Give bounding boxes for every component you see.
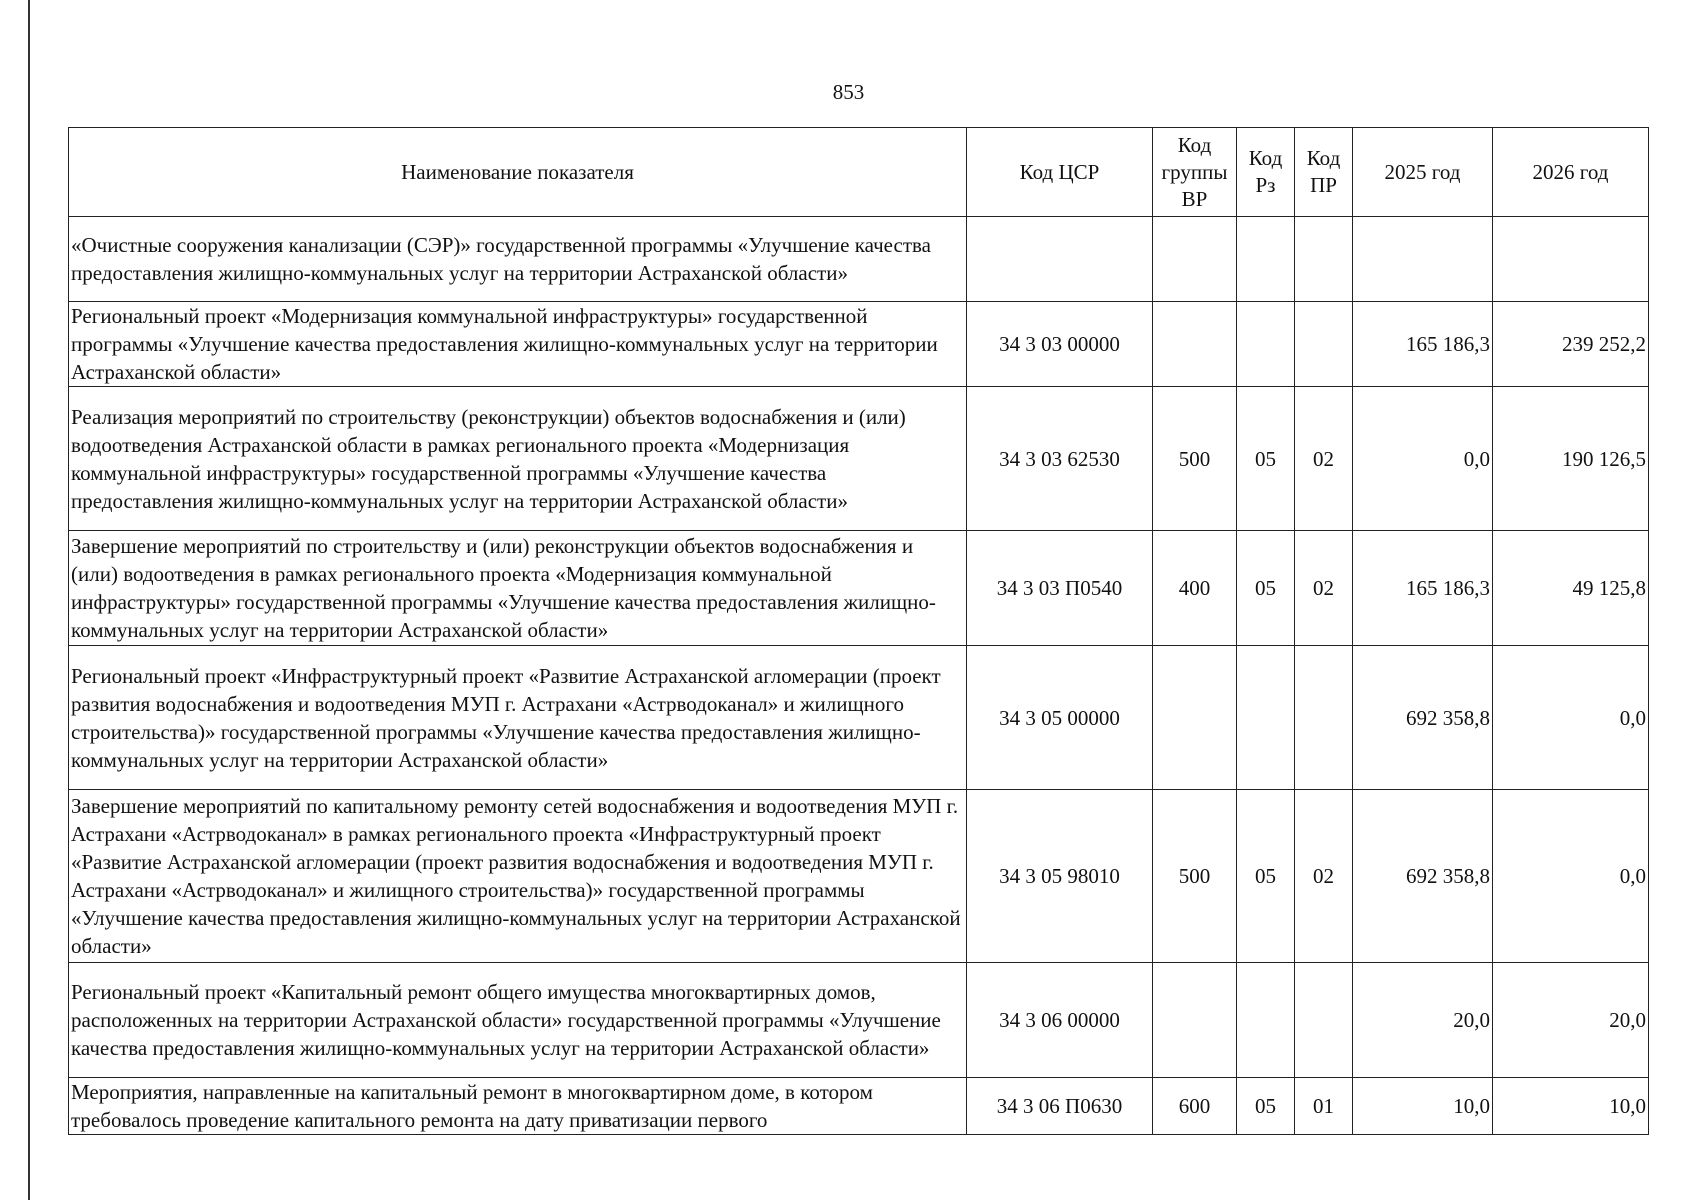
table-row [69, 646, 1649, 790]
cell-csr [967, 217, 1153, 302]
cell-vr [1153, 963, 1237, 1078]
cell-pr: 02 [1295, 790, 1353, 963]
table-row [69, 963, 1649, 1078]
table-row [69, 217, 1649, 302]
cell-rz [1237, 646, 1295, 790]
cell-name: Завершение мероприятий по капитальному ремонту сетей водоснабжения и водоотведения МУП г. Астрахани «Астрводоканал» в рамках регионального проекта «Инфраструктурный проект «Развитие Астраханской агломерации (проект развития водоснабжения и водоотведения МУП г. Астрахани «Астрводоканал» и жилищного строительства)» государственной программы «Улучшение качества предоставления жилищно-коммунальных услуг на территории Астраханской области» [69, 790, 967, 963]
cell-csr: 34 3 05 00000 [967, 646, 1153, 790]
cell-rz: 05 [1237, 387, 1295, 531]
table-row [69, 302, 1649, 387]
cell-2025 [1353, 217, 1493, 302]
header-name: Наименование показателя [69, 128, 967, 217]
cell-rz: 05 [1237, 790, 1295, 963]
table-row [69, 790, 1649, 963]
cell-csr: 34 3 06 П0630 [967, 1078, 1153, 1135]
cell-rz: 05 [1237, 1078, 1295, 1135]
cell-2026: 0,0 [1493, 646, 1649, 790]
cell-2026: 0,0 [1493, 790, 1649, 963]
cell-vr: 500 [1153, 790, 1237, 963]
cell-csr: 34 3 06 00000 [967, 963, 1153, 1078]
cell-name: Реализация мероприятий по строительству (реконструкции) объектов водоснабжения и (или) водоотведения Астраханской области в рамках регионального проекта «Модернизация коммунальной инфраструктуры» государственной программы «Улучшение качества предоставления жилищно-коммунальных услуг на территории Астраханской области» [69, 387, 967, 531]
cell-pr: 01 [1295, 1078, 1353, 1135]
cell-name: Мероприятия, направленные на капитальный ремонт в многоквартирном доме, в котором требовалось проведение капитального ремонта на дату приватизации первого [69, 1078, 967, 1135]
cell-csr: 34 3 03 00000 [967, 302, 1153, 387]
cell-2026: 239 252,2 [1493, 302, 1649, 387]
cell-2026: 49 125,8 [1493, 531, 1649, 646]
cell-vr [1153, 646, 1237, 790]
header-vr: Код группы ВР [1153, 128, 1237, 217]
header-2025: 2025 год [1353, 128, 1493, 217]
cell-2026: 10,0 [1493, 1078, 1649, 1135]
cell-name: «Очистные сооружения канализации (СЭР)» государственной программы «Улучшение качества предоставления жилищно-коммунальных услуг на территории Астраханской области» [69, 217, 967, 302]
cell-pr [1295, 963, 1353, 1078]
table-row [69, 387, 1649, 531]
cell-2025: 692 358,8 [1353, 646, 1493, 790]
cell-2026 [1493, 217, 1649, 302]
cell-pr [1295, 217, 1353, 302]
cell-vr: 600 [1153, 1078, 1237, 1135]
cell-pr [1295, 302, 1353, 387]
cell-2026: 190 126,5 [1493, 387, 1649, 531]
cell-2025: 165 186,3 [1353, 302, 1493, 387]
cell-2025: 692 358,8 [1353, 790, 1493, 963]
cell-name: Региональный проект «Капитальный ремонт общего имущества многоквартирных домов, расположенных на территории Астраханской области» государственной программы «Улучшение качества предоставления жилищно-коммунальных услуг на территории Астраханской области» [69, 963, 967, 1078]
cell-vr: 500 [1153, 387, 1237, 531]
cell-rz [1237, 302, 1295, 387]
table-row [69, 1078, 1649, 1135]
cell-2025: 20,0 [1353, 963, 1493, 1078]
header-pr: Код ПР [1295, 128, 1353, 217]
cell-name: Региональный проект «Модернизация коммунальной инфраструктуры» государственной программы «Улучшение качества предоставления жилищно-коммунальных услуг на территории Астраханской области» [69, 302, 967, 387]
cell-csr: 34 3 05 98010 [967, 790, 1153, 963]
cell-csr: 34 3 03 62530 [967, 387, 1153, 531]
cell-2026: 20,0 [1493, 963, 1649, 1078]
cell-2025: 10,0 [1353, 1078, 1493, 1135]
table-row [69, 531, 1649, 646]
header-csr: Код ЦСР [967, 128, 1153, 217]
cell-csr: 34 3 03 П0540 [967, 531, 1153, 646]
page-number: 853 [832, 80, 865, 104]
header-row [69, 128, 1649, 217]
cell-rz: 05 [1237, 531, 1295, 646]
cell-rz [1237, 217, 1295, 302]
cell-rz [1237, 963, 1295, 1078]
header-rz: Код Рз [1237, 128, 1295, 217]
cell-pr: 02 [1295, 387, 1353, 531]
budget-table [68, 127, 1649, 1135]
cell-2025: 0,0 [1353, 387, 1493, 531]
cell-pr [1295, 646, 1353, 790]
cell-vr [1153, 217, 1237, 302]
page-edge-line [28, 0, 30, 1200]
cell-name: Завершение мероприятий по строительству и (или) реконструкции объектов водоснабжения и (или) водоотведения в рамках регионального проекта «Модернизация коммунальной инфраструктуры» государственной программы «Улучшение качества предоставления жилищно-коммунальных услуг на территории Астраханской области» [69, 531, 967, 646]
cell-vr [1153, 302, 1237, 387]
cell-2025: 165 186,3 [1353, 531, 1493, 646]
header-2026: 2026 год [1493, 128, 1649, 217]
cell-name: Региональный проект «Инфраструктурный проект «Развитие Астраханской агломерации (проект развития водоснабжения и водоотведения МУП г. Астрахани «Астрводоканал» и жилищного строительства)» государственной программы «Улучшение качества предоставления жилищно-коммунальных услуг на территории Астраханской области» [69, 646, 967, 790]
cell-pr: 02 [1295, 531, 1353, 646]
cell-vr: 400 [1153, 531, 1237, 646]
